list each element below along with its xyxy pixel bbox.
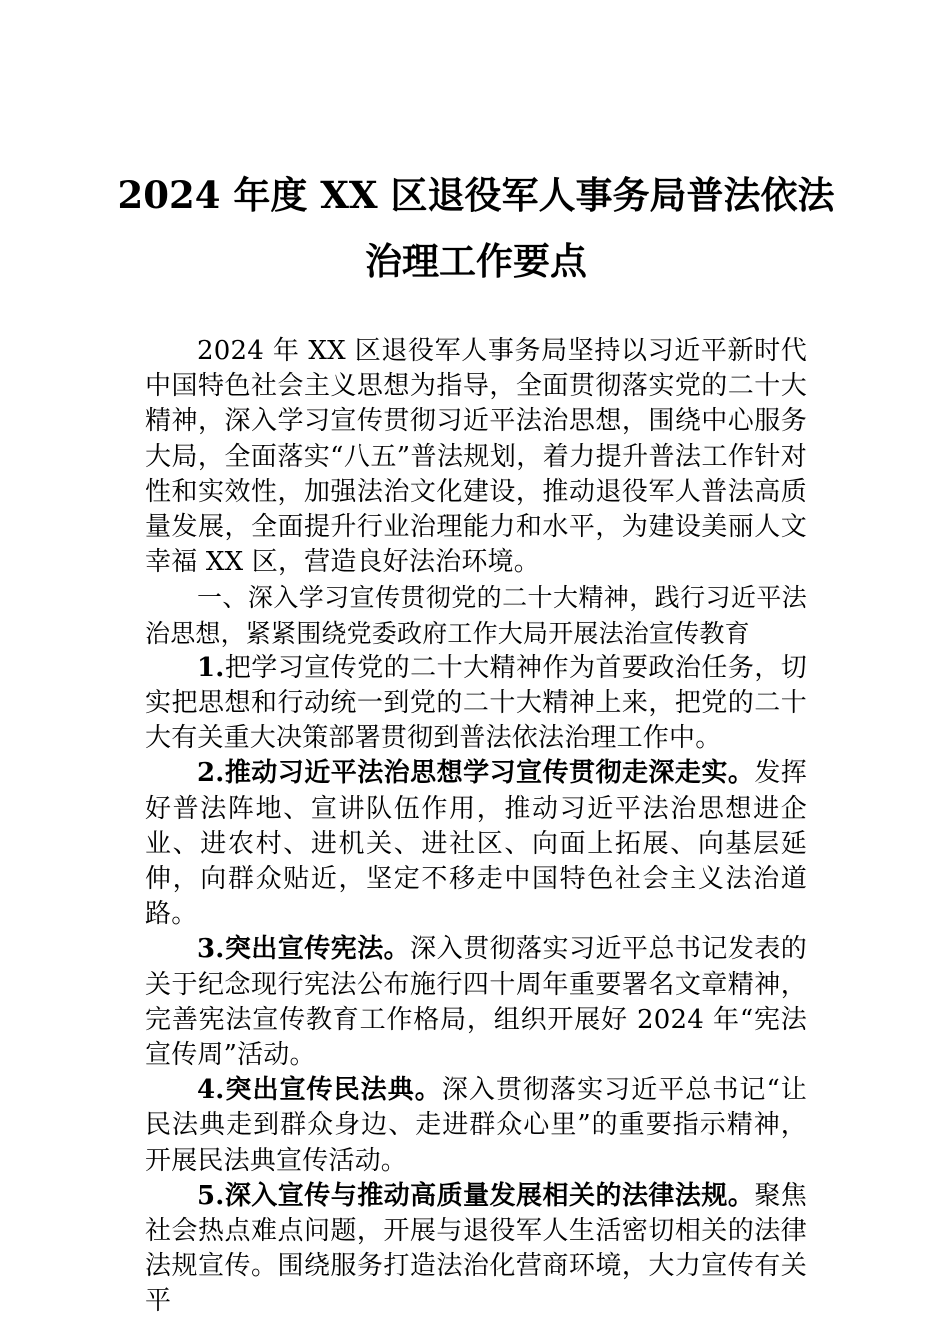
item-lead: 1. — [197, 652, 225, 683]
item-paragraph-1 — [145, 651, 807, 757]
item-paragraph-2 — [145, 756, 807, 932]
intro-paragraph: 2024 年 XX 区退役军人事务局坚持以习近平新时代中国特色社会主义思想为指导，全面贯彻落实党的二十大精神，深入学习宣传贯彻习近平法治思想，围绕中心服务大局，全面落实“八五”普法规划，着力提升普法工作针对性和实效性，加强法治文化建设，推动退役军人普法高质量发展，全面提升行业治理能力和水平，为建设美丽人文幸福 XX 区，营造良好法治环境。 — [145, 336, 807, 578]
section-heading-1: 一、深入学习宣传贯彻党的二十大精神，践行习近平法治思想，紧紧围绕党委政府工作大局开展法治宣传教育 — [145, 583, 807, 648]
item-lead: 3.突出宣传宪法。 — [197, 934, 411, 965]
item-text: 深入贯彻落实习近平总书记“让民法典走到群众身边、走进群众心里”的重要指示精神，开展民法典宣传活动。 — [145, 1075, 808, 1176]
item-lead: 4.突出宣传民法典。 — [197, 1075, 442, 1106]
item-lead: 2.推动习近平法治思想学习宣传贯彻走深走实。 — [197, 758, 755, 789]
document-page — [117, 162, 835, 1320]
document-title — [105, 162, 847, 294]
item-text: 深入贯彻落实习近平总书记发表的关于纪念现行宪法公布施行四十周年重要署名文章精神，完善宪法宣传教育工作格局，组织开展好 2024 年“宪法宣传周”活动。 — [145, 934, 807, 1071]
item-paragraph-4 — [145, 1073, 807, 1179]
item-paragraph-3 — [145, 932, 807, 1073]
item-lead: 5.深入宣传与推动高质量发展相关的法律法规。 — [197, 1180, 755, 1211]
item-text: 把学习宣传党的二十大精神作为首要政治任务，切实把思想和行动统一到党的二十大精神上来，把党的二十大有关重大决策部署贯彻到普法依法治理工作中。 — [145, 652, 807, 754]
item-text: 发挥好普法阵地、宣讲队伍作用，推动习近平法治思想进企业、进农村、进机关、进社区、向面上拓展、向基层延伸，向群众贴近，坚定不移走中国特色社会主义法治道路。 — [145, 758, 808, 930]
title-line-2: 治理工作要点 — [365, 239, 587, 283]
title-line-1: 2024 年度 XX 区退役军人事务局普法依法 — [117, 173, 835, 217]
item-text: 聚焦社会热点难点问题，开展与退役军人生活密切相关的法律法规宣传。围绕服务打造法治化营商环境，大力宣传有关平 — [145, 1180, 808, 1317]
item-paragraph-5 — [145, 1179, 807, 1320]
